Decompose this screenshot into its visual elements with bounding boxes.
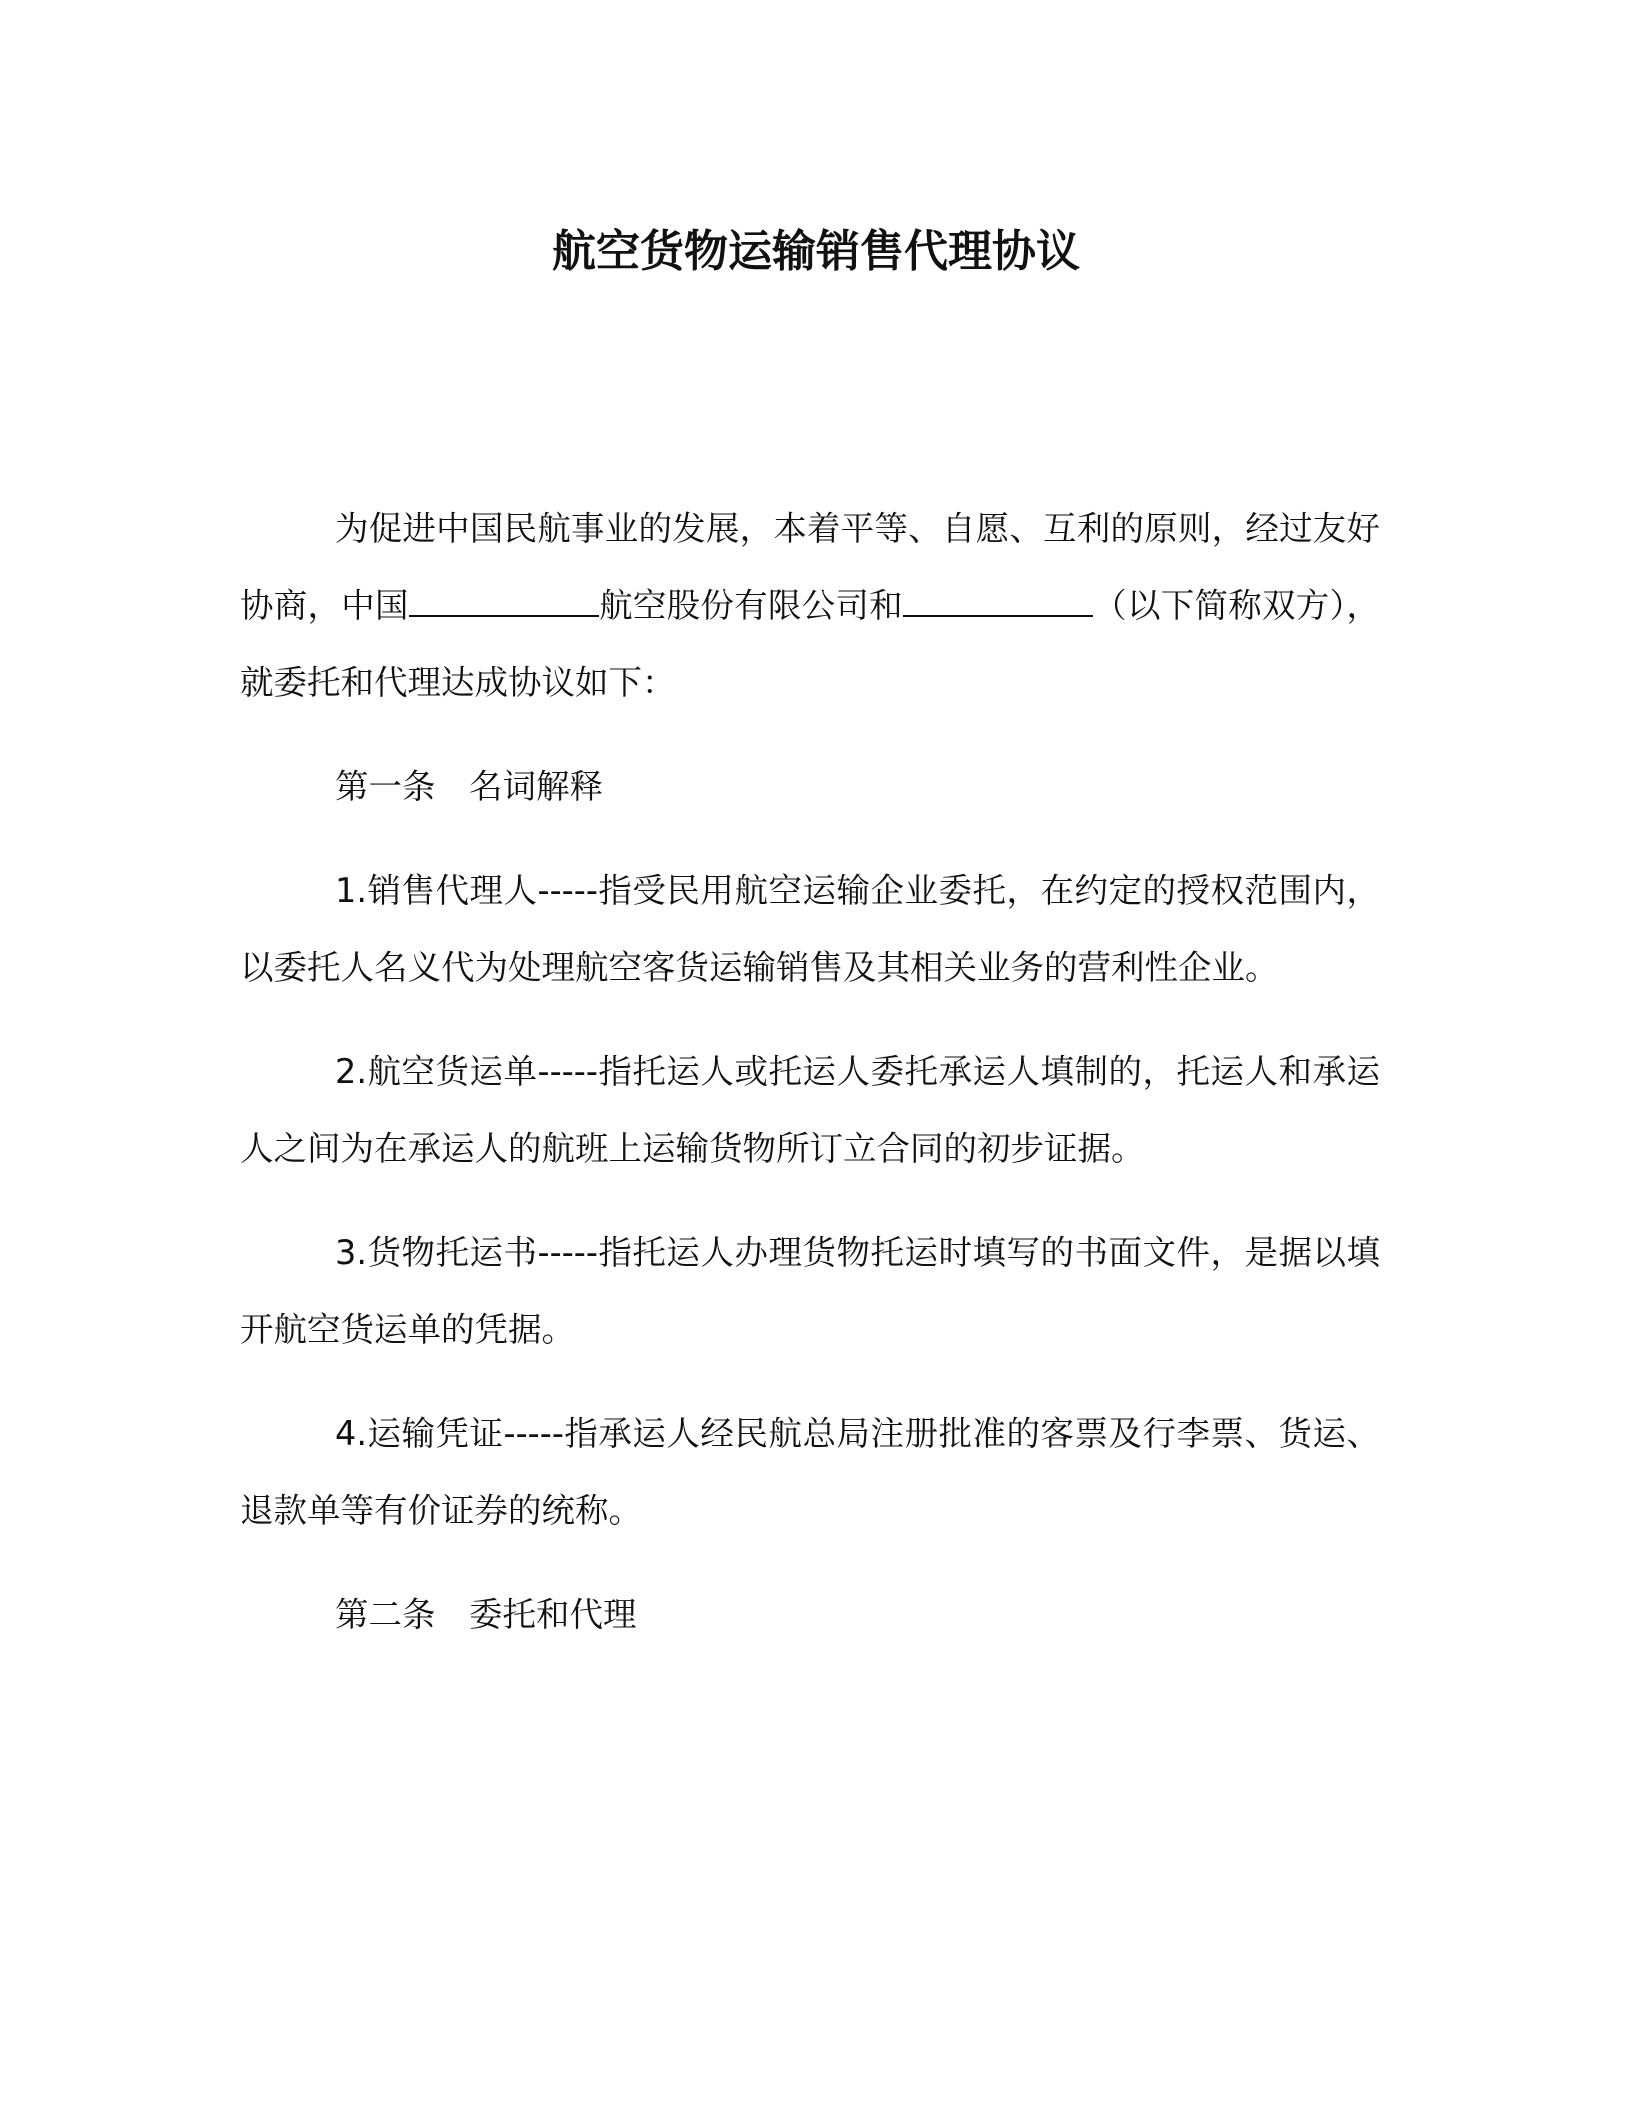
article-1-heading: 第一条 名词解释 — [335, 767, 603, 806]
document-title: 航空货物运输销售代理协议 — [552, 226, 1080, 277]
blank-line-2 — [903, 585, 1093, 617]
definition-3: 3.货物托运书-----指托运人办理货物托运时填写的书面文件，是据以填开航空货运单的凭据。 — [240, 1233, 1380, 1349]
article-2-heading: 第二条 委托和代理 — [335, 1595, 637, 1634]
intro-paragraph — [240, 490, 1380, 721]
intro-text-2: 航空股份有限公司和 — [598, 586, 903, 625]
intro-text-3: （以下简称双方），就委托和代理达成协议如下： — [240, 586, 1381, 702]
blank-line-1 — [409, 585, 599, 617]
definition-4: 4.运输凭证-----指承运人经民航总局注册批准的客票及行李票、货运、退款单等有价证券的统称。 — [240, 1414, 1380, 1530]
intro-text-1: 为促进中国民航事业的发展，本着平等、自愿、互利的原则，经过友好协商，中国 — [240, 509, 1380, 625]
definition-2: 2.航空货运单-----指托运人或托运人委托承运人填制的，托运人和承运人之间为在承运人的航班上运输货物所订立合同的初步证据。 — [240, 1052, 1380, 1168]
definition-1: 1.销售代理人-----指受民用航空运输企业委托，在约定的授权范围内，以委托人名义代为处理航空客货运输销售及其相关业务的营利性企业。 — [240, 871, 1380, 987]
document-body — [240, 490, 1380, 1680]
